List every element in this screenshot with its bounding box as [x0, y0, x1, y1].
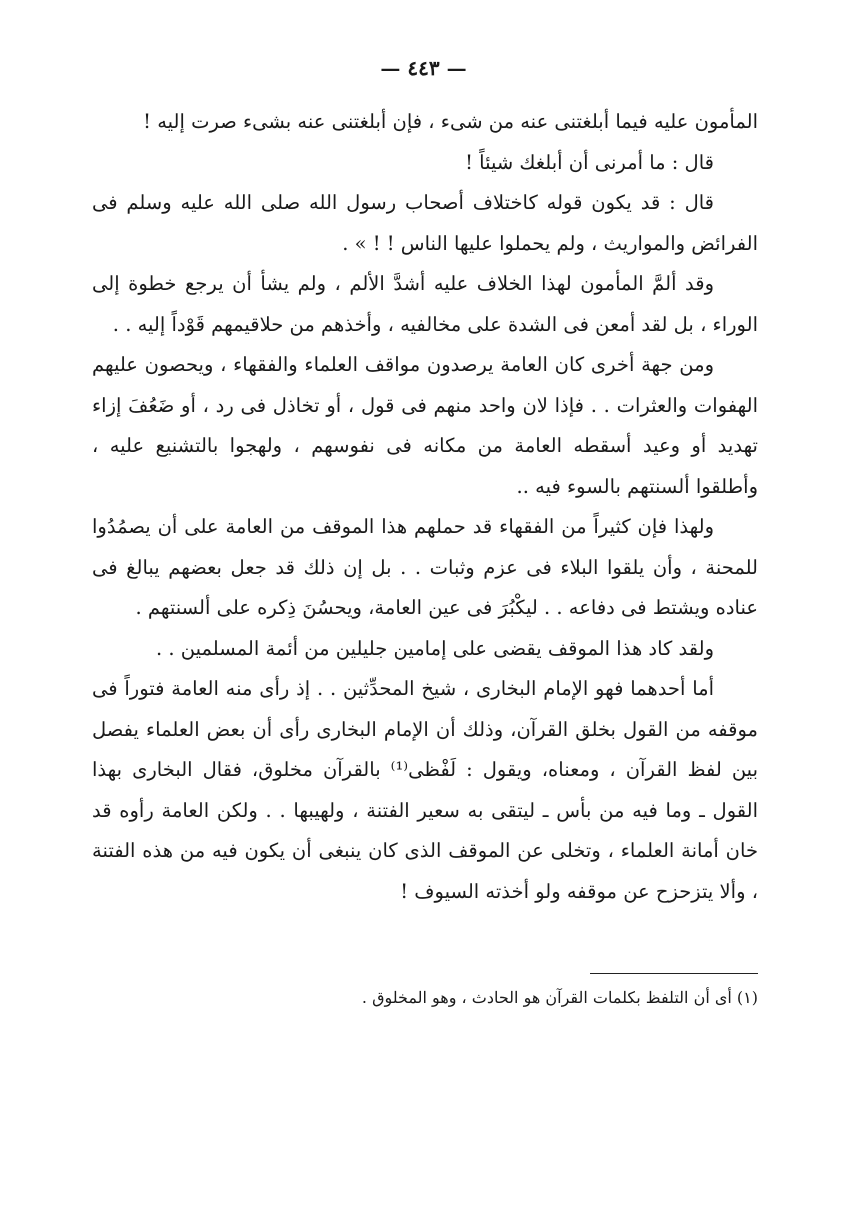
footnote: (١) أى أن التلفظ بكلمات القرآن هو الحادث ، وهو المخلوق . — [361, 988, 758, 1007]
paragraph-1: المأمون عليه فيما أبلغتنى عنه من شىء ، فإن أبلغتنى عنه بشىء صرت إليه ! — [143, 110, 758, 133]
body-text — [92, 102, 758, 912]
paragraph-5: ومن جهة أخرى كان العامة يرصدون مواقف العلماء والفقهاء ، ويحصون عليهم الهفوات والعثرات . . فإذا لان واحد منهم فى قول ، أو تخاذل فى رد ، أو ضَعُفَ إزاء تهديد أو وعيد أسقطه العامة من مكانه فى نفوسهم ، ولهجوا بالتشنيع عليه ، وأطلقوا ألسنتهم بالسوء فيه .. — [92, 353, 758, 498]
paragraph-2: قال : ما أمرنى أن أبلغك شيئاً ! — [465, 150, 714, 174]
page-number: — ٤٤٣ — — [380, 56, 467, 80]
paragraph-7: ولقد كاد هذا الموقف يقضى على إمامين جليلين من أئمة المسلمين . . — [156, 636, 714, 660]
paragraph-4: وقد ألمَّ المأمون لهذا الخلاف عليه أشدَّ الألم ، ولم يشأ أن يرجع خطوة إلى الوراء ، بل لقد أمعن فى الشدة على مخالفيه ، وأخذهم من حلاقيمهم قَوْداً إليه . . — [92, 272, 758, 336]
paragraph-8: أما أحدهما فهو الإمام البخارى ، شيخ المحدِّثين . . إذ رأى منه العامة فتوراً فى موقفه من القول بخلق القرآن، وذلك أن الإمام البخارى رأى أن بعض العلماء يفصل بين لفظ القرآن ، ومعناه، ويقول : لَفْظى⁽¹⁾ بالقرآن مخلوق، فقال البخارى بهذا القول ـ وما فيه من بأس ـ ليتقى به سعير الفتنة ، ولهيبها . . ولكن العامة رأوه قد خان أمانة العلماء ، وتخلى عن الموقف الذى كان ينبغى أن يكون فيه من هذه الفتنة ، وألا يتزحزح عن موقفه ولو أخذته السيوف ! — [92, 677, 758, 903]
footnote-divider — [590, 973, 758, 974]
paragraph-6: ولهذا فإن كثيراً من الفقهاء قد حملهم هذا الموقف من العامة على أن يصمُدُوا للمحنة ، وأن يلقوا البلاء فى عزم وثبات . . بل إن ذلك قد جعل بعضهم يبالغ فى عناده ويشتط فى دفاعه . . ليكْبُرَ فى عين العامة، ويحسُنَ ذِكره على ألسنتهم . — [92, 515, 758, 619]
paragraph-3: قال : قد يكون قوله كاختلاف أصحاب رسول الله صلى الله عليه وسلم فى الفرائض والمواريث ، ولم يحملوا عليها الناس ! ! » . — [92, 191, 758, 255]
